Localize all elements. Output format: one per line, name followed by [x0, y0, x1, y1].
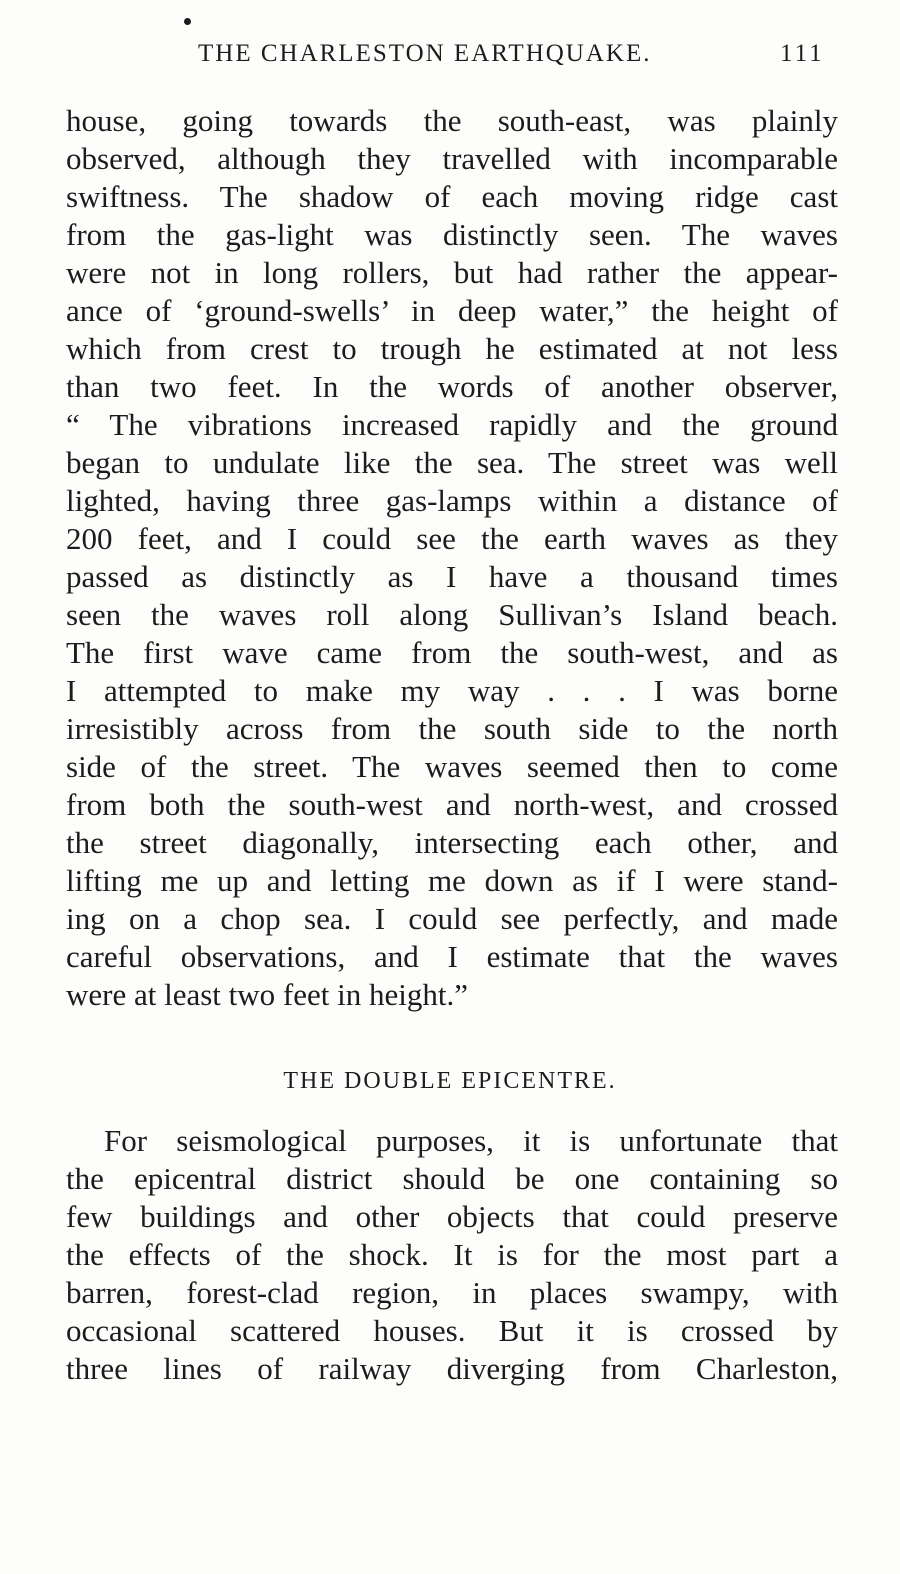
text-line: I attempted to make my way . . . I was borne	[66, 673, 838, 708]
text-line: “ The vibrations increased rapidly and the ground	[66, 407, 838, 442]
running-head: THE CHARLESTON EARTHQUAKE.	[198, 40, 652, 67]
section-heading: THE DOUBLE EPICENTRE.	[283, 1068, 617, 1094]
text-line: occasional scattered houses. But it is crossed by	[66, 1313, 838, 1348]
text-line: were not in long rollers, but had rather the appear-	[66, 255, 838, 290]
page-number: 111	[780, 40, 825, 67]
text-line: swiftness. The shadow of each moving ridge cast	[66, 179, 838, 214]
text-line: the epicentral district should be one containing so	[66, 1161, 838, 1196]
text-line: began to undulate like the sea. The street was well	[66, 445, 838, 480]
text-line: side of the street. The waves seemed then to come	[66, 749, 838, 784]
text-line: from the gas-light was distinctly seen. The waves	[66, 217, 838, 252]
text-line: irresistibly across from the south side to the north	[66, 711, 838, 746]
text-line: from both the south-west and north-west, and crossed	[66, 787, 838, 822]
text-line: three lines of railway diverging from Charleston,	[66, 1351, 838, 1386]
text-line: than two feet. In the words of another observer,	[66, 369, 838, 404]
text-line: 200 feet, and I could see the earth waves as they	[66, 521, 838, 556]
text-line: ing on a chop sea. I could see perfectly, and made	[66, 901, 838, 936]
ink-dot	[184, 18, 191, 25]
text-line: ance of ‘ground-swells’ in deep water,” the height of	[66, 293, 838, 328]
text-line: few buildings and other objects that could preserve	[66, 1199, 838, 1234]
text-line: For seismological purposes, it is unfortunate that	[104, 1123, 838, 1158]
text-line: lighted, having three gas-lamps within a distance of	[66, 483, 838, 518]
text-line: the effects of the shock. It is for the most part a	[66, 1237, 838, 1272]
text-line: observed, although they travelled with incomparable	[66, 141, 838, 176]
text-line: barren, forest-clad region, in places swampy, with	[66, 1275, 838, 1310]
text-line: which from crest to trough he estimated at not less	[66, 331, 838, 366]
text-line: were at least two feet in height.”	[66, 977, 468, 1012]
text-line: lifting me up and letting me down as if I were stand-	[66, 863, 838, 898]
text-line: passed as distinctly as I have a thousand times	[66, 559, 838, 594]
text-line: careful observations, and I estimate that the waves	[66, 939, 838, 974]
text-line: house, going towards the south-east, was plainly	[66, 103, 838, 138]
text-line: the street diagonally, intersecting each other, and	[66, 825, 838, 860]
text-line: seen the waves roll along Sullivan’s Island beach.	[66, 597, 838, 632]
text-line: The first wave came from the south-west, and as	[66, 635, 838, 670]
